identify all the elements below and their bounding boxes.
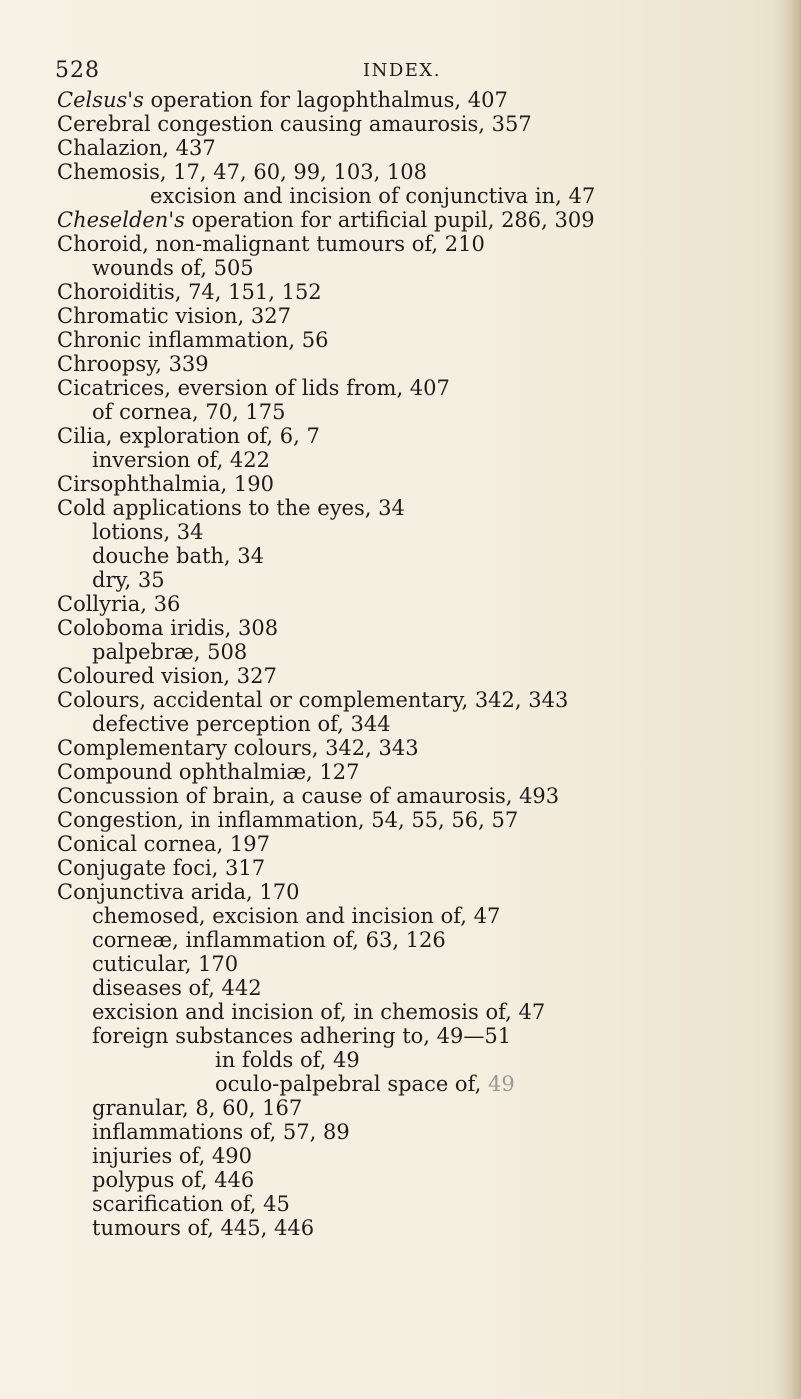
index-entry: Cirsophthalmia, 190 (57, 472, 274, 496)
index-subentry: foreign substances adhering to, 49—51 (92, 1024, 512, 1048)
index-subentry: of cornea, 70, 175 (92, 400, 286, 424)
index-subentry: excision and incision of conjunctiva in, 47 (150, 184, 596, 208)
index-subentry: palpebræ, 508 (92, 640, 248, 664)
index-subentry: douche bath, 34 (92, 544, 264, 568)
index-subentry: lotions, 34 (92, 520, 204, 544)
index-entry: Chroopsy, 339 (57, 352, 209, 376)
index-subentry: polypus of, 446 (92, 1168, 255, 1192)
index-entry: Cicatrices, eversion of lids from, 407 (57, 376, 450, 400)
index-subentry-nested (215, 1072, 515, 1096)
index-subentry: corneæ, inflammation of, 63, 126 (92, 928, 446, 952)
index-subentry: scarification of, 45 (92, 1192, 290, 1216)
entry-lead: Cheselden's (57, 208, 185, 232)
running-title: INDEX. (363, 60, 441, 81)
index-subentry: wounds of, 505 (92, 256, 254, 280)
index-entry (57, 208, 595, 232)
page-header (55, 58, 745, 88)
index-subentry: granular, 8, 60, 167 (92, 1096, 303, 1120)
entry-lead: Celsus's (57, 88, 144, 112)
index-entry: Congestion, in inflammation, 54, 55, 56, 57 (57, 808, 519, 832)
entry-tail: 49 (487, 1072, 515, 1096)
index-subentry: injuries of, 490 (92, 1144, 253, 1168)
index-entry: Cold applications to the eyes, 34 (57, 496, 405, 520)
index-entry: Choroid, non-malignant tumours of, 210 (57, 232, 485, 256)
index-subentry: defective perception of, 344 (92, 712, 391, 736)
index-entry: Coloboma iridis, 308 (57, 616, 279, 640)
index-subentry: diseases of, 442 (92, 976, 262, 1000)
index-subentry: inflammations of, 57, 89 (92, 1120, 350, 1144)
index-subentry: excision and incision of, in chemosis of, 47 (92, 1000, 546, 1024)
index-entry: Chromatic vision, 327 (57, 304, 291, 328)
index-entry: Conical cornea, 197 (57, 832, 270, 856)
index-subentry: dry, 35 (92, 568, 165, 592)
index-subentry-nested: in folds of, 49 (215, 1048, 360, 1072)
index-subentry: tumours of, 445, 446 (92, 1216, 315, 1240)
index-entry: Cilia, exploration of, 6, 7 (57, 424, 320, 448)
index-subentry: chemosed, excision and incision of, 47 (92, 904, 501, 928)
index-entry: Concussion of brain, a cause of amaurosis, 493 (57, 784, 560, 808)
entry-text: oculo-palpebral space of, (215, 1072, 488, 1096)
index-subentry: cuticular, 170 (92, 952, 239, 976)
entry-text: operation for lagophthalmus, 407 (143, 88, 508, 112)
index-entry: Chalazion, 437 (57, 136, 216, 160)
index-entry: Conjugate foci, 317 (57, 856, 266, 880)
index-entry: Conjunctiva arida, 170 (57, 880, 300, 904)
index-entry: Choroiditis, 74, 151, 152 (57, 280, 322, 304)
index-entry: Coloured vision, 327 (57, 664, 277, 688)
index-entry: Cerebral congestion causing amaurosis, 357 (57, 112, 532, 136)
index-entry: Complementary colours, 342, 343 (57, 736, 419, 760)
page-edge-shadow (773, 0, 801, 1399)
index-entry (57, 88, 508, 112)
index-entry: Compound ophthalmiæ, 127 (57, 760, 360, 784)
entry-text: operation for artificial pupil, 286, 309 (184, 208, 595, 232)
index-subentry: inversion of, 422 (92, 448, 271, 472)
index-entry: Colours, accidental or complementary, 342, 343 (57, 688, 569, 712)
page-number: 528 (55, 58, 100, 83)
index-entry: Chemosis, 17, 47, 60, 99, 103, 108 (57, 160, 428, 184)
index-entry: Chronic inflammation, 56 (57, 328, 329, 352)
index-entry: Collyria, 36 (57, 592, 181, 616)
